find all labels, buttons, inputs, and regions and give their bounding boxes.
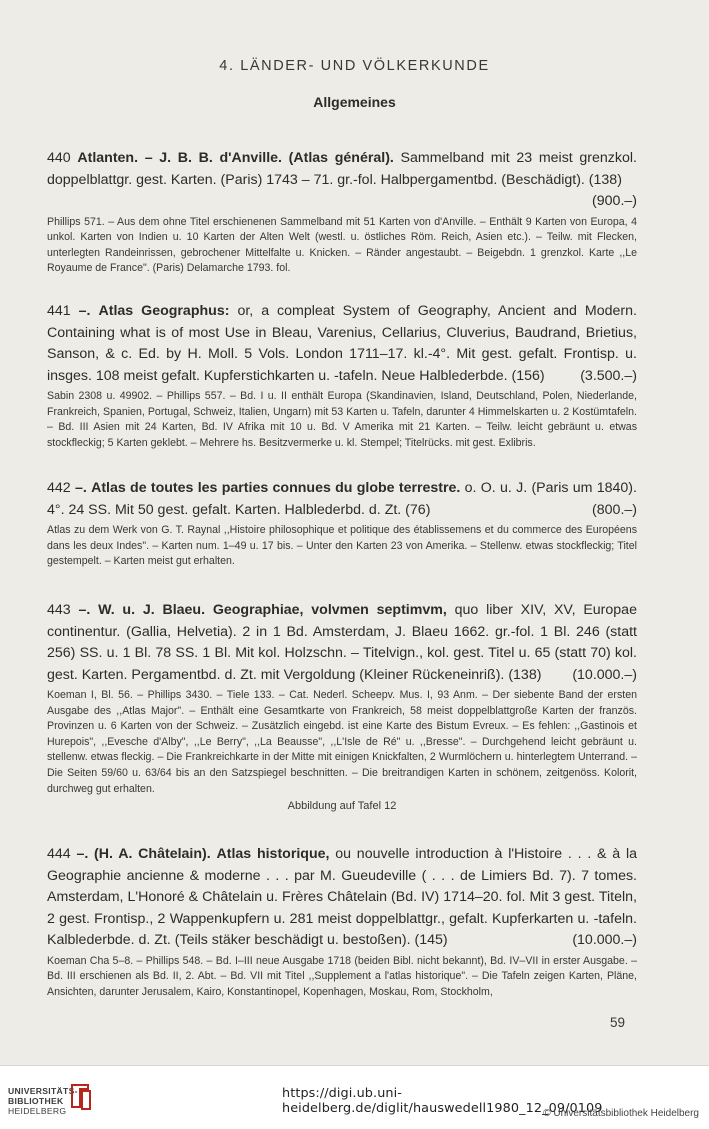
entry-body: ou nouvelle introduction à l'Histoire . . . & à la Geographie ancienne & moderne . . . par M. Gueudeville ( . . . de Limiers Bd. 7). 7 tomes. Amsterdam, L'Honoré & Châtelain u. Frères Châtelain (Bd. IV) 1714–20. fol. Mit 3 gest. Titeln, 2 gest. Frontisp., 2 Wappenkupfern u. 281 meist doppelblattgr., gefalt. Kupferkarten u. -tafeln. Kalblederbde. d. Zt. (Teils stäker beschädigt u. bestoßen). (145) bbox=[47, 846, 637, 948]
catalog-entry-443 bbox=[47, 600, 637, 812]
entry-number: 443 bbox=[47, 602, 71, 618]
catalog-entry-441 bbox=[47, 301, 637, 451]
entry-title: Atlas de toutes les parties connues du globe terrestre. bbox=[91, 480, 461, 496]
entry-price: (3.500.–) bbox=[580, 367, 637, 384]
entry-main-text bbox=[47, 148, 637, 191]
entry-author: –. bbox=[74, 480, 87, 496]
entry-body: o. O. u. J. (Paris um 1840). 4°. 24 SS. Mit 50 gest. gefalt. Karten. Halblederbd. d. Zt. (76) bbox=[47, 480, 637, 518]
catalog-entry-444 bbox=[47, 844, 637, 1000]
logo-line-3: HEIDELBERG bbox=[8, 1106, 67, 1116]
entry-title: Atlas historique, bbox=[216, 846, 330, 862]
entry-main-text bbox=[47, 301, 637, 387]
catalog-entry-442 bbox=[47, 478, 637, 570]
entry-title: Geographiae, volvmen septimvm, bbox=[212, 602, 447, 618]
entry-author: –. W. u. J. Blaeu. bbox=[78, 602, 206, 618]
entry-note: Sabin 2308 u. 49902. – Phillips 557. – Bd. I u. II enthält Europa (Skandinavien, Island, Deutschland, Polen, Niederlande, Frankreich, Spanien, Portugal, Schweiz, Italien, Ungarn) mit 53 Karten u. Tafeln, darunter 4 Himmelskarten u. 2 Kostümtafeln. – Bd. III Asien mit 24 Karten, Bd. IV Afrika mit 10 u. Bd. V Amerika mit 21 Karten. – Teilw. leicht gebräunt u. etwas stockfleckig; 5 Karten geklebt. – Mehrere hs. Besitzvermerke u. kl. Stempel; Titelrücks. mit gest. Exlibris. bbox=[47, 390, 637, 449]
entry-price: (10.000.–) bbox=[572, 666, 637, 683]
catalog-entry-440 bbox=[47, 148, 637, 277]
logo-line-1: UNIVERSITÄTS- bbox=[8, 1086, 78, 1096]
entry-note: Koeman I, Bl. 56. – Phillips 3430. – Tiele 133. – Cat. Nederl. Scheepv. Mus. I, 93 Anm. – Der siebente Band der ersten Ausgabe des ,,Atlas Major". – Enthält eine Gesamtkarte von Frankreich, 58 meist doppelblattgroße Karten der französ. Provinzen u. 6 Karten von der Schweiz. – Zusätzlich eingebd. ist eine Karte des Bistum Evreux. – Es fehlen: ,,Gastinois et Hurepois", ,,Evesche d'Alby", ,,Le Berry", ,,La Beausse", ,,L'Isle de Ré" u. ,,Bresse". – Durchgehend leicht gebräunt u. stellenw. etwas fleckig. – Die Frankreichkarte in der Mitte mit einigen Knickfalten, 2 Wurmlöchern u. hinterlegtem Unterrand. – Die Seiten 59/60 u. 63/64 bis an den Satzspiegel beschnitten. – Die breitrandigen Karten in schönem, zeitgenöss. Kolorit, durchweg gut erhalten. bbox=[47, 689, 637, 795]
permalink-url[interactable]: https://digi.ub.uni-heidelberg.de/diglit/hauswedell1980_12_09/0109 bbox=[282, 1086, 603, 1116]
entry-number: 441 bbox=[47, 303, 71, 319]
entry-main-text bbox=[47, 844, 637, 952]
page-number: 59 bbox=[610, 1015, 626, 1030]
entry-note: Phillips 571. – Aus dem ohne Titel erschienenen Sammelband mit 51 Karten von d'Anville. – Enthält 9 Karten von Europa, 4 unkol. Karten von Indien u. 10 Karten der Alten Welt (westl. u. östliches Röm. Reich, Asien etc.). – Teilw. mit Flecken, unterlegten Randeinrissen, gebrochener Mittelfalte u. Knicken. – Ränder angestaubt. – Beigebdn. 1 grenzkol. Karte ,,Le Royaume de France". (Paris) Delamarche 1793. fol. bbox=[47, 215, 637, 275]
entry-body: quo liber XIV, XV, Europae continentur. (Gallia, Helvetia). 2 in 1 Bd. Amsterdam, J. Blaeu 1662. gr.-fol. 1 Bl. 246 (statt 256) SS. u. 1 Bl. 78 SS. 1 Bl. Mit kol. Holzschn. – Titelvign., kol. gest. Titel u. 65 (statt 70) kol. gest. Karten. Pergamentbd. d. Zt. mit Vergoldung (Kleiner Rückeneinriß). (138) bbox=[47, 602, 637, 683]
entry-author: Atlanten. – J. B. B. d'Anville. bbox=[77, 150, 282, 166]
viewer-footer bbox=[0, 1065, 709, 1129]
entry-title: (Atlas général). bbox=[288, 150, 394, 166]
library-seal-icon bbox=[68, 1081, 94, 1111]
entry-price: (800.–) bbox=[592, 501, 637, 518]
entry-main-text bbox=[47, 478, 637, 521]
logo-line-2: BIBLIOTHEK bbox=[8, 1096, 64, 1106]
entry-number: 444 bbox=[47, 846, 71, 862]
entry-note: Atlas zu dem Werk von G. T. Raynal ,,Histoire philosophique et politique des établissemens et du commerce des Européens dans les deux Indes". – Karten num. 1–49 u. 17 bis. – Unter den Karten 23 von Amerika. – Stellenw. etwas stockfleckig; Titel gestempelt. – Karten meist gut erhalten. bbox=[47, 524, 637, 568]
entry-body: Sammelband mit 23 meist grenzkol. doppelblattgr. gest. Karten. (Paris) 1743 – 71. gr.-fol. Halbpergamentbd. (Beschädigt). (138) bbox=[47, 150, 637, 188]
entry-number: 440 bbox=[47, 150, 71, 166]
entry-price: (900.–) bbox=[592, 193, 637, 209]
figure-reference: Abbildung auf Tafel 12 bbox=[287, 800, 397, 813]
entry-main-text bbox=[47, 600, 637, 686]
entry-note: Koeman Cha 5–8. – Phillips 548. – Bd. I–III neue Ausgabe 1718 (beiden Bibl. nicht bekannt), Bd. IV–VII in erster Ausgabe. – Bd. III erschienen als Bd. II, 2. Abt. – Bd. VII mit Titel ,,Supplement a l'atlas historique". – Die Tafeln zeigen Karten, Pläne, Ansichten, darunter Jerusalem, Kairo, Konstantinopel, Kopenhagen, Moskau, Rom, Stockholm, bbox=[47, 954, 637, 998]
entry-number: 442 bbox=[47, 480, 71, 496]
entry-body: or, a compleat System of Geography, Ancient and Modern. Containing what is of most Use in Bleau, Varenius, Cellarius, Cluverius, Baudrand, Brietius, Sanson, & c. Ed. by H. Moll. 5 Vols. London 1711–17. kl.-4°. Mit gest. gefalt. Frontisp. u. insges. 108 meist gefalt. Kupferstichkarten u. -tafeln. Neue Halblederbde. (156) bbox=[47, 303, 637, 384]
entry-author: –. (H. A. Châtelain). bbox=[76, 846, 211, 862]
entry-author: –. bbox=[78, 303, 91, 319]
entry-title: Atlas Geographus: bbox=[98, 303, 230, 319]
copyright-notice: © Universitätsbibliothek Heidelberg bbox=[543, 1108, 699, 1119]
section-title: Allgemeines bbox=[313, 94, 396, 110]
chapter-title: 4. LÄNDER- UND VÖLKERKUNDE bbox=[219, 58, 490, 74]
entry-price: (10.000.–) bbox=[572, 932, 637, 948]
